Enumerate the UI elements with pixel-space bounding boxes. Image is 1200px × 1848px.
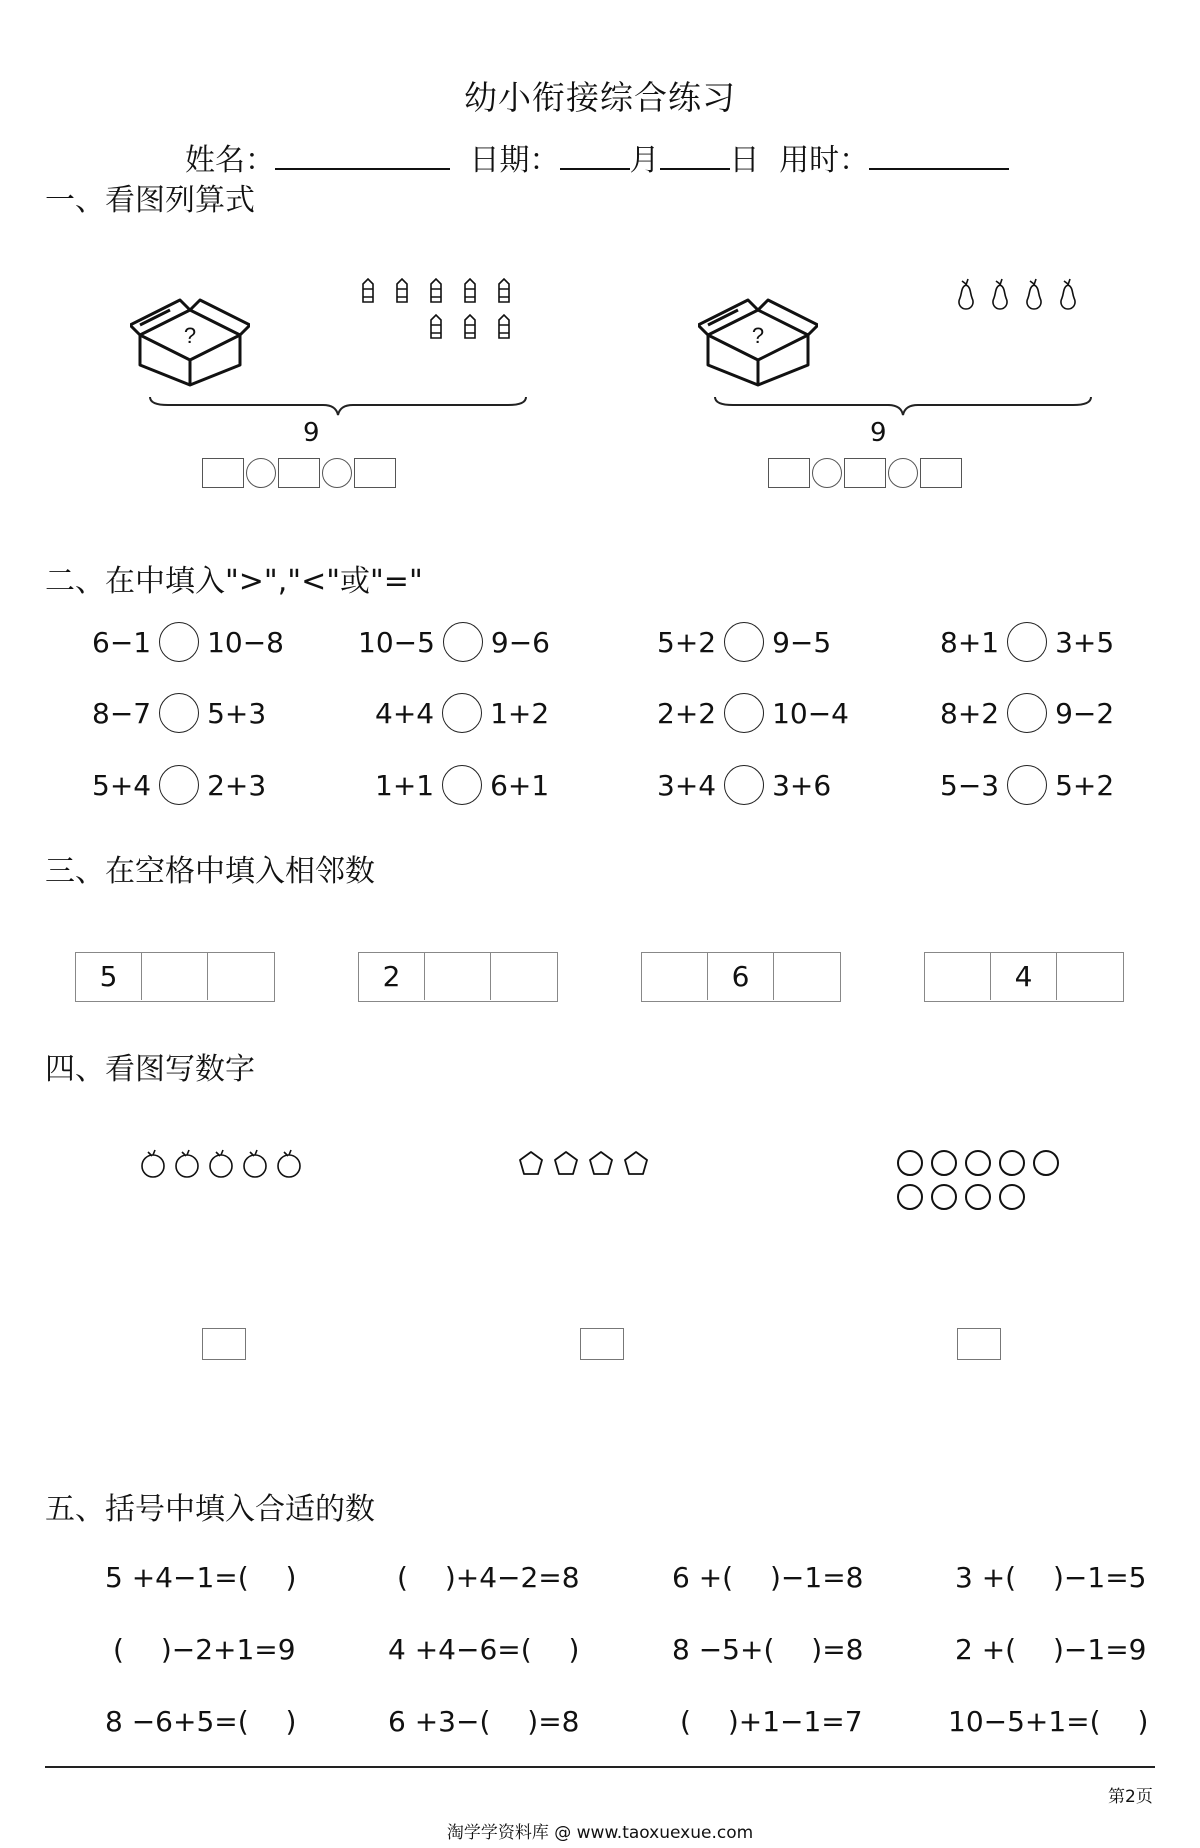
neighbor-grid (641, 952, 841, 1002)
crayon-icon (431, 315, 441, 338)
count-answer-box[interactable] (580, 1328, 624, 1360)
crayon-icon (499, 279, 509, 302)
circle-icon (966, 1185, 990, 1209)
compare-circle[interactable] (1007, 765, 1047, 805)
compare-left: 10−5 (358, 625, 435, 659)
circle-icon (1000, 1185, 1024, 1209)
compare-right: 9−6 (490, 625, 550, 659)
compare-item (940, 622, 1114, 662)
name-label: 姓名： (185, 143, 275, 178)
circle-icon (898, 1185, 922, 1209)
neighbor-grid (924, 952, 1124, 1002)
compare-right: 5+2 (1055, 768, 1115, 802)
fill-equation[interactable]: 8 −6+5=( ) (105, 1705, 297, 1738)
compare-left: 2+2 (657, 696, 717, 730)
compare-right: 5+3 (207, 696, 267, 730)
circle-icon (966, 1151, 990, 1175)
operator-circle[interactable] (246, 458, 276, 488)
pear-icon (1027, 279, 1041, 309)
page-number: 第2页 (1108, 1787, 1153, 1807)
neighbor-cell[interactable] (425, 953, 491, 1000)
pentagon-icon (590, 1152, 612, 1174)
crayon-group (360, 278, 520, 343)
compare-item (657, 765, 831, 805)
compare-left: 8+1 (940, 625, 1000, 659)
compare-item (92, 765, 266, 805)
compare-left: 8−7 (92, 696, 152, 730)
pear-group (955, 278, 1085, 312)
compare-circle[interactable] (724, 693, 764, 733)
crayon-icon (363, 279, 373, 302)
compare-right: 3+5 (1055, 625, 1115, 659)
circle-icon (1034, 1151, 1058, 1175)
compare-right: 9−2 (1055, 696, 1115, 730)
crayon-icon (499, 315, 509, 338)
month-label: 月 (629, 143, 660, 178)
day-blank[interactable] (660, 146, 730, 170)
compare-right: 10−8 (207, 625, 284, 659)
neighbor-cell[interactable] (925, 953, 991, 1000)
fill-equation[interactable]: 8 −5+( )=8 (672, 1633, 864, 1666)
neighbor-grid (358, 952, 558, 1002)
compare-circle[interactable] (1007, 693, 1047, 733)
page-title: 幼小衔接综合练习 (464, 78, 736, 117)
circle-icon (932, 1185, 956, 1209)
compare-left: 6−1 (92, 625, 152, 659)
compare-circle[interactable] (442, 765, 482, 805)
date-label: 日期： (469, 143, 560, 178)
compare-item (92, 693, 266, 733)
pentagon-icon (520, 1152, 542, 1174)
operator-circle[interactable] (888, 458, 918, 488)
compare-item (375, 693, 549, 733)
compare-left: 3+4 (657, 768, 717, 802)
fruit-icon (142, 1150, 164, 1177)
neighbor-cell[interactable]: 6 (708, 953, 774, 1000)
month-blank[interactable] (560, 146, 630, 170)
count-answer-box[interactable] (202, 1328, 246, 1360)
compare-circle[interactable] (443, 622, 483, 662)
fruit-icon (278, 1150, 300, 1177)
fill-equation[interactable]: ( )−2+1=9 (113, 1633, 296, 1666)
pear-icon (959, 279, 973, 309)
pentagon-group (518, 1150, 653, 1180)
compare-item (657, 622, 831, 662)
day-label: 日 (729, 143, 760, 178)
compare-right: 6+1 (490, 768, 550, 802)
answer-box[interactable] (768, 458, 810, 488)
fill-equation[interactable]: 6 +3−( )=8 (388, 1705, 580, 1738)
compare-circle[interactable] (442, 693, 482, 733)
fill-equation[interactable]: 2 +( )−1=9 (955, 1633, 1147, 1666)
student-info-line (185, 135, 1009, 179)
curly-brace (148, 395, 528, 417)
circle-group (895, 1148, 1065, 1212)
neighbor-cell[interactable] (1057, 953, 1123, 1000)
fill-equation[interactable]: ( )+1−1=7 (680, 1705, 863, 1738)
time-blank[interactable] (869, 146, 1009, 170)
fill-equation[interactable]: 4 +4−6=( ) (388, 1633, 580, 1666)
compare-right: 2+3 (207, 768, 267, 802)
pear-icon (1061, 279, 1075, 309)
footer-divider (45, 1766, 1155, 1768)
total-left: 9 (303, 418, 320, 448)
answer-box[interactable] (202, 458, 244, 488)
neighbor-cell[interactable]: 2 (359, 953, 425, 1000)
fruit-icon (244, 1150, 266, 1177)
compare-circle[interactable] (159, 693, 199, 733)
section-2-heading: 二、在中填入">","<"或"=" (45, 564, 423, 599)
section-1-heading: 一、看图列算式 (45, 183, 255, 218)
compare-right: 3+6 (772, 768, 832, 802)
compare-item (657, 693, 849, 733)
fruit-icon (210, 1150, 232, 1177)
crayon-icon (465, 279, 475, 302)
crayon-icon (397, 279, 407, 302)
section-3-heading: 三、在空格中填入相邻数 (45, 854, 375, 889)
compare-item (92, 622, 284, 662)
crayon-icon (465, 315, 475, 338)
compare-left: 4+4 (375, 696, 435, 730)
compare-circle[interactable] (1007, 622, 1047, 662)
circle-icon (932, 1151, 956, 1175)
answer-box[interactable] (920, 458, 962, 488)
time-label: 用时： (779, 143, 870, 178)
total-right: 9 (870, 418, 887, 448)
compare-item (375, 765, 549, 805)
compare-right: 10−4 (772, 696, 849, 730)
compare-circle[interactable] (724, 765, 764, 805)
neighbor-cell[interactable] (208, 953, 274, 1000)
fruit-icon (176, 1150, 198, 1177)
fruit-group (140, 1148, 315, 1180)
compare-right: 1+2 (490, 696, 550, 730)
crayon-icon (431, 279, 441, 302)
box-icon (130, 280, 250, 390)
compare-item (940, 693, 1114, 733)
compare-left: 5−3 (940, 768, 1000, 802)
compare-right: 9−5 (772, 625, 832, 659)
question-mark: ? (183, 323, 197, 348)
neighbor-cell[interactable] (142, 953, 208, 1000)
answer-box[interactable] (844, 458, 886, 488)
fill-equation[interactable]: 6 +( )−1=8 (672, 1561, 864, 1594)
compare-circle[interactable] (159, 765, 199, 805)
question-mark: ? (751, 323, 765, 348)
operator-circle[interactable] (322, 458, 352, 488)
compare-left: 5+4 (92, 768, 152, 802)
fill-equation[interactable]: ( )+4−2=8 (397, 1561, 580, 1594)
compare-item (940, 765, 1114, 805)
pentagon-icon (625, 1152, 647, 1174)
fill-equation[interactable]: 10−5+1=( ) (948, 1705, 1149, 1738)
section-4-heading: 四、看图写数字 (45, 1052, 255, 1087)
neighbor-cell[interactable] (642, 953, 708, 1000)
compare-circle[interactable] (724, 622, 764, 662)
equation-row-left (202, 458, 396, 488)
compare-item (358, 622, 550, 662)
equation-row-right (768, 458, 962, 488)
circle-icon (898, 1151, 922, 1175)
footer-source: 淘学学资料库 @ www.taoxuexue.com (446, 1823, 754, 1843)
pentagon-icon (555, 1152, 577, 1174)
compare-circle[interactable] (159, 622, 199, 662)
fill-equation[interactable]: 3 +( )−1=5 (955, 1561, 1147, 1594)
answer-box[interactable] (354, 458, 396, 488)
neighbor-grid (75, 952, 275, 1002)
answer-box[interactable] (278, 458, 320, 488)
section-5-heading: 五、括号中填入合适的数 (45, 1492, 375, 1527)
box-icon (698, 280, 818, 390)
count-answer-box[interactable] (957, 1328, 1001, 1360)
pear-icon (993, 279, 1007, 309)
compare-left: 8+2 (940, 696, 1000, 730)
neighbor-cell[interactable]: 4 (991, 953, 1057, 1000)
circle-icon (1000, 1151, 1024, 1175)
name-blank[interactable] (275, 146, 450, 170)
neighbor-cell[interactable]: 5 (76, 953, 142, 1000)
neighbor-cell[interactable] (491, 953, 557, 1000)
compare-left: 5+2 (657, 625, 717, 659)
fill-equation[interactable]: 5 +4−1=( ) (105, 1561, 297, 1594)
compare-left: 1+1 (375, 768, 435, 802)
operator-circle[interactable] (812, 458, 842, 488)
neighbor-cell[interactable] (774, 953, 840, 1000)
curly-brace (713, 395, 1093, 417)
